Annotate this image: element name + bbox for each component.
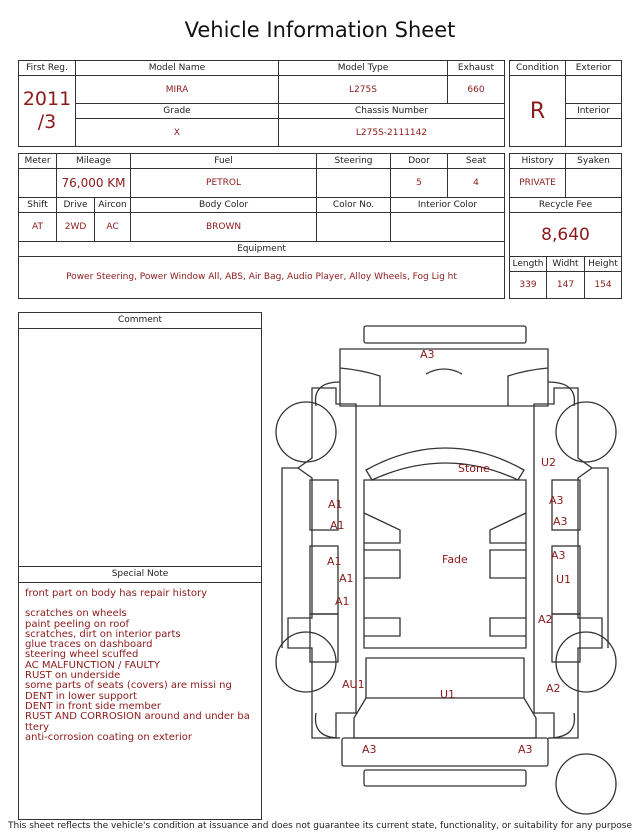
- damage-mark-right-4: U1: [556, 573, 572, 586]
- door-label: Door: [391, 154, 448, 169]
- special-note-item: DENT in front side member: [25, 700, 161, 712]
- steering-value: [317, 169, 391, 198]
- condition-table: [509, 60, 622, 147]
- special-note-item: glue traces on dashboard: [25, 639, 153, 651]
- first-reg-label: First Reg.: [19, 61, 76, 76]
- first-reg-cell: [19, 76, 76, 147]
- recycle-fee-value: 8,640: [510, 213, 622, 257]
- body-color-value: BROWN: [131, 213, 317, 242]
- spare-wheel: [556, 754, 616, 814]
- meter-value: [19, 169, 57, 198]
- mileage-value: 76,000 KM: [57, 169, 131, 198]
- special-note-item: DENT in lower support: [25, 690, 137, 702]
- fuel-value: PETROL: [131, 169, 317, 198]
- history-table: [509, 153, 622, 299]
- meter-label: Meter: [19, 154, 57, 169]
- damage-mark-rear-left: A3: [362, 743, 377, 756]
- interior-value: [566, 119, 622, 147]
- drive-value: 2WD: [57, 213, 95, 242]
- exhaust-value: 660: [448, 76, 505, 104]
- special-note-item: RUST AND CORROSION around and under ba ttery: [25, 711, 250, 733]
- model-name-label: Model Name: [76, 61, 279, 76]
- seat-label: Seat: [448, 154, 505, 169]
- height-value: 154: [585, 272, 622, 299]
- history-value: PRIVATE: [510, 169, 566, 198]
- syaken-value: [566, 169, 622, 198]
- vehicle-spec-table: [18, 153, 505, 299]
- damage-mark-left-3: A1: [327, 555, 342, 568]
- exterior-value: [566, 76, 622, 104]
- damage-mark-au1: AU1: [342, 678, 365, 691]
- condition-label: Condition: [510, 61, 566, 76]
- exterior-label: Exterior: [566, 61, 622, 76]
- interior-label: Interior: [566, 104, 622, 119]
- damage-mark-rear-u1: U1: [440, 688, 456, 701]
- sheet-title: Vehicle Information Sheet: [184, 18, 456, 42]
- hood-outline: [340, 349, 548, 406]
- seat-value: 4: [448, 169, 505, 198]
- damage-mark-right-6: A2: [546, 682, 561, 695]
- comment-panel: [18, 312, 262, 567]
- mileage-label: Mileage: [57, 154, 131, 169]
- model-type-label: Model Type: [279, 61, 448, 76]
- windshield-outline: [366, 448, 524, 480]
- drive-label: Drive: [57, 198, 95, 213]
- color-no-label: Color No.: [317, 198, 391, 213]
- vehicle-info-table: [18, 60, 505, 147]
- length-label: Length: [510, 257, 547, 272]
- interior-color-value: [391, 213, 505, 242]
- special-note-item: paint peeling on roof: [25, 618, 130, 630]
- width-value: 147: [547, 272, 585, 299]
- damage-mark-right-5: A2: [538, 613, 553, 626]
- damage-mark-right-2: A3: [553, 515, 568, 528]
- shift-value: AT: [19, 213, 57, 242]
- damage-mark-stone: Stone: [458, 462, 490, 475]
- model-name-value: MIRA: [76, 76, 279, 104]
- equipment-value: Power Steering, Power Window All, ABS, Air Bag, Audio Player, Alloy Wheels, Fog Lig ht: [19, 257, 505, 299]
- damage-mark-u2: U2: [541, 456, 557, 469]
- interior-color-label: Interior Color: [391, 198, 505, 213]
- damage-mark-right-3: A3: [551, 549, 566, 562]
- height-label: Height: [585, 257, 622, 272]
- disclaimer-footer: This sheet reflects the vehicle's condition at issuance and does not guarantee its current state, functionality, or suitability for any purpose: [7, 821, 633, 831]
- special-note-item: front part on body has repair history: [25, 588, 208, 599]
- front-left-wheel: [276, 402, 336, 462]
- front-right-wheel: [556, 402, 616, 462]
- aircon-value: AC: [95, 213, 131, 242]
- special-note-item: anti-corrosion coating on exterior: [25, 731, 192, 743]
- special-note-panel: [18, 566, 262, 820]
- car-damage-diagram: [262, 318, 630, 820]
- damage-mark-left-4: A1: [339, 572, 354, 585]
- chassis-value: L275S-2111142: [279, 119, 505, 147]
- door-value: 5: [391, 169, 448, 198]
- damage-mark-rear-right: A3: [518, 743, 533, 756]
- comment-label: Comment: [19, 313, 261, 329]
- damage-mark-left-5: A1: [335, 595, 350, 608]
- grade-value: X: [76, 119, 279, 147]
- special-note-label: Special Note: [19, 567, 261, 583]
- color-no-value: [317, 213, 391, 242]
- special-note-item: RUST on underside: [25, 670, 121, 682]
- history-label: History: [510, 154, 566, 169]
- condition-grade: R: [510, 76, 566, 147]
- special-note-list: [25, 589, 257, 743]
- steering-label: Steering: [317, 154, 391, 169]
- damage-mark-top-bumper: A3: [420, 348, 435, 361]
- length-value: 339: [510, 272, 547, 299]
- special-note-item: AC MALFUNCTION / FAULTY: [25, 659, 160, 671]
- damage-mark-fade: Fade: [442, 553, 468, 566]
- front-bumper-outline: [364, 326, 526, 343]
- special-note-item: scratches, dirt on interior parts: [25, 628, 181, 640]
- fuel-label: Fuel: [131, 154, 317, 169]
- shift-label: Shift: [19, 198, 57, 213]
- syaken-label: Syaken: [566, 154, 622, 169]
- special-note-item: steering wheel scuffed: [25, 649, 139, 661]
- grade-label: Grade: [76, 104, 279, 119]
- special-note-item: some parts of seats (covers) are missi ng: [25, 680, 232, 692]
- model-type-value: L275S: [279, 76, 448, 104]
- damage-mark-right-1: A3: [549, 494, 564, 507]
- damage-mark-left-2: A1: [330, 519, 345, 532]
- exhaust-label: Exhaust: [448, 61, 505, 76]
- first-reg-month: /3: [37, 111, 57, 133]
- first-reg-year: 2011: [22, 88, 72, 110]
- damage-mark-left-1: A1: [328, 498, 343, 511]
- body-color-label: Body Color: [131, 198, 317, 213]
- equipment-label: Equipment: [19, 242, 505, 257]
- special-note-item: scratches on wheels: [25, 608, 127, 620]
- recycle-fee-label: Recycle Fee: [510, 198, 622, 213]
- chassis-label: Chassis Number: [279, 104, 505, 119]
- width-label: Widht: [547, 257, 585, 272]
- aircon-label: Aircon: [95, 198, 131, 213]
